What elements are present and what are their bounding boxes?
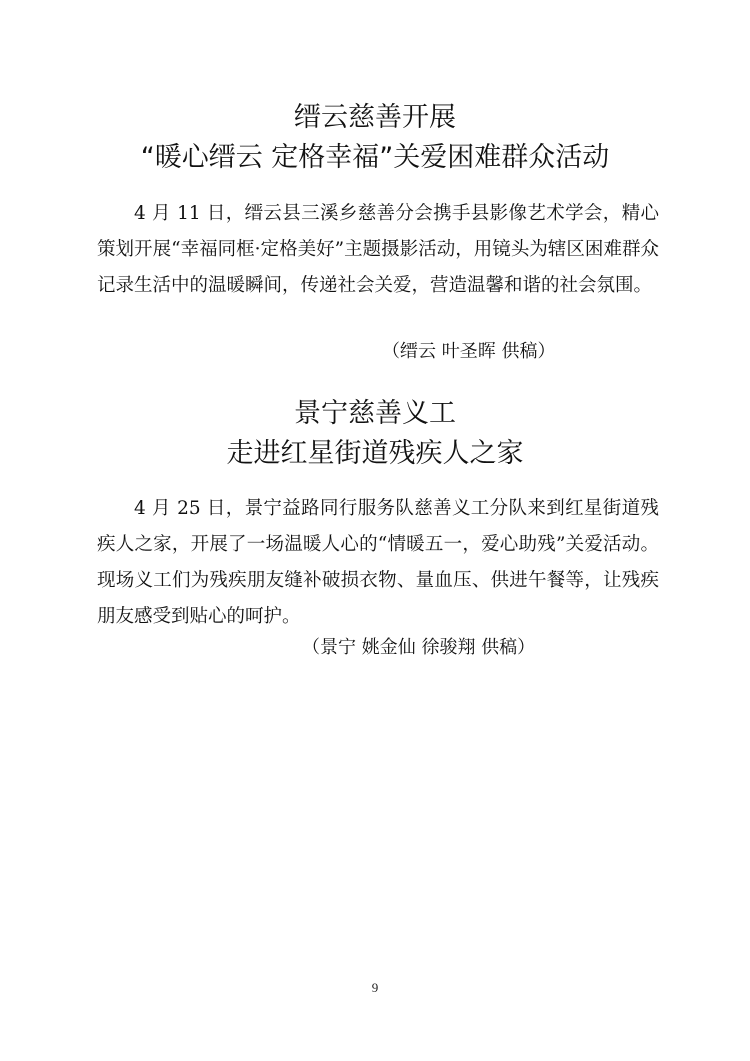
page-number: 9 [371,980,379,995]
article-credit-zhinyun: （缙云 叶圣晖 供稿） [382,341,556,362]
article-title-line-2: 走进红星街道残疾人之家 [226,438,524,469]
article-title-line-1: 景宁慈善义工 [294,398,456,429]
article-title-jingning [0,394,750,474]
article-body-jingning: 4 月 25 日，景宁益路同行服务队慈善义工分队来到红星街道残疾人之家，开展了一场温暖人心的“情暖五一，爱心助残”关爱活动。现场义工们为残疾朋友缝补破损衣物、量血压、供进午餐等，让残疾朋友感受到贴心的呵护。 [97,498,659,627]
article-title-line-2: “暖心缙云 定格幸福”关爱困难群众活动 [140,142,610,173]
article-body-zhinyun: 4 月 11 日，缙云县三溪乡慈善分会携手县影像艺术学会，精心策划开展“幸福同框·定格美好”主题摄影活动，用镜头为辖区困难群众记录生活中的温暖瞬间，传递社会关爱，营造温馨和谐的社会氛围。 [97,203,659,296]
article-credit-jingning: （景宁 姚金仙 徐骏翔 供稿） [302,637,536,658]
article-title-zhinyun [0,98,750,178]
article-title-line-1: 缙云慈善开展 [294,102,456,133]
